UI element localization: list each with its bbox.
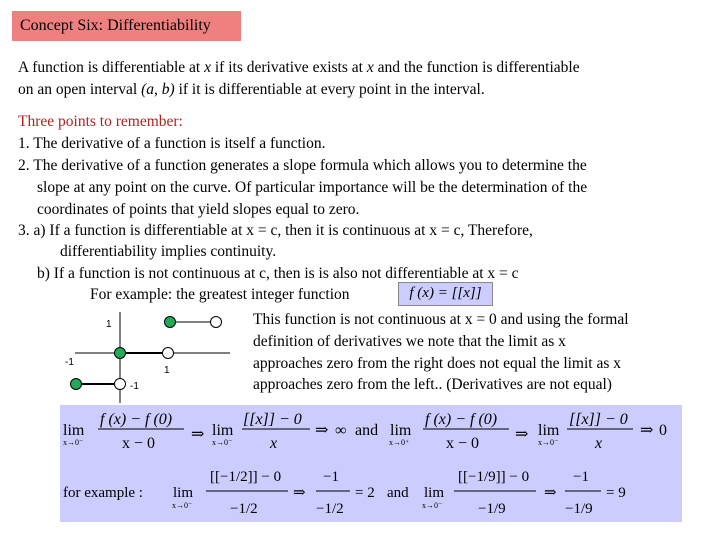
point-1: 1. The derivative of a function is itself a function. <box>18 135 326 152</box>
difference-quotient-denominator: x − 0 <box>446 435 480 452</box>
example-1-numerator-simplified: −1 <box>323 469 339 485</box>
example-1-denominator: −1/2 <box>230 501 258 517</box>
point-2-line-2: slope at any point on the curve. Of particular importance will be the determination of the <box>37 179 588 196</box>
example-limits <box>63 469 626 517</box>
right-derivative-limit <box>389 411 667 452</box>
implies-arrow: ⇒ <box>544 485 557 501</box>
example-2-denominator: −1/9 <box>478 501 506 517</box>
definition-line-1 <box>18 57 580 79</box>
definition-text: and the function is differentiable <box>373 59 580 76</box>
explanation-line-2: definition of derivatives we note that the limit as x <box>253 333 566 350</box>
definition-line-2 <box>18 79 485 101</box>
lim-subscript: x→0⁻ <box>212 438 233 447</box>
point-2-line-1: 2. The derivative of a function generates a slope formula which allows you to determine the <box>18 157 587 174</box>
point-3a-line-1: 3. a) If a function is differentiable at x = c, then it is continuous at x = c, Therefore, <box>18 222 533 239</box>
implies-arrow: ⇒ <box>315 422 329 439</box>
lim-subscript: x→0⁻ <box>63 438 84 447</box>
example-2-numerator: [[−1/9]] − 0 <box>458 469 530 485</box>
lim-subscript: x→0⁻ <box>172 501 193 510</box>
greatest-integer-formula: f (x) = [[x]] <box>398 282 493 306</box>
and-text: and <box>387 485 409 501</box>
difference-quotient-numerator: f (x) − f (0) <box>425 411 498 428</box>
implies-arrow: ⇒ <box>640 422 654 439</box>
explanation-line-3: approaches zero from the right does not equal the limit as x <box>253 355 622 372</box>
derivative-limits-box <box>60 405 682 522</box>
lim-subscript: x→0⁻ <box>538 438 559 447</box>
closed-dot-middle <box>115 348 126 359</box>
lim-label: lim <box>63 422 85 439</box>
example-2-denominator-simplified: −1/9 <box>565 501 593 517</box>
x-tick-neg-1: -1 <box>65 357 74 368</box>
example-1-numerator: [[−1/2]] − 0 <box>210 469 282 485</box>
zero-result: 0 <box>659 422 667 439</box>
lim-label: lim <box>390 422 412 439</box>
difference-quotient-denominator: x − 0 <box>122 435 156 452</box>
gif-denominator: x <box>595 435 603 452</box>
example-1-result: = 2 <box>355 485 375 501</box>
example-1-denominator-simplified: −1/2 <box>316 501 344 517</box>
implies-arrow: ⇒ <box>293 485 306 501</box>
definition-text: on an open interval <box>18 81 142 98</box>
difference-quotient-numerator: f (x) − f (0) <box>100 411 173 428</box>
implies-arrow: ⇒ <box>515 426 529 443</box>
and-text: and <box>355 422 379 439</box>
definition-text: A function is differentiable at <box>18 59 205 76</box>
point-3b: b) If a function is not continuous at c, then is is also not differentiable at x = c <box>37 265 519 282</box>
for-example-label: for example : <box>63 485 143 501</box>
example-2-result: = 9 <box>606 485 626 501</box>
example-text: For example: the greatest integer function <box>90 286 350 303</box>
step-function-graph <box>60 310 250 405</box>
interval-ab: (a, b) <box>141 81 175 98</box>
closed-dot-upper <box>165 317 176 328</box>
y-tick-1: 1 <box>106 319 112 330</box>
lim-label: lim <box>424 485 445 501</box>
lim-label: lim <box>538 422 560 439</box>
x-tick-1: 1 <box>164 365 170 376</box>
lim-label: lim <box>173 485 194 501</box>
variable-x: x <box>204 59 211 76</box>
definition-text: if it is differentiable at every point in the interval. <box>174 81 485 98</box>
points-heading: Three points to remember: <box>18 113 183 130</box>
gif-denominator: x <box>270 435 278 452</box>
closed-dot-lower <box>71 379 82 390</box>
slide-title: Concept Six: Differentiability <box>12 11 241 41</box>
open-dot-lower <box>115 379 126 390</box>
open-dot-upper <box>211 317 222 328</box>
left-derivative-limit <box>63 411 378 452</box>
gif-numerator: [[x]] − 0 <box>569 411 628 428</box>
implies-arrow: ⇒ <box>191 426 205 443</box>
explanation-line-4: approaches zero from the left.. (Derivatives are not equal) <box>253 376 612 393</box>
infinity-symbol: ∞ <box>335 422 347 439</box>
open-dot-middle <box>163 348 174 359</box>
gif-numerator: [[x]] − 0 <box>243 411 302 428</box>
y-tick-neg-1: -1 <box>130 381 139 392</box>
example-2-numerator-simplified: −1 <box>573 469 589 485</box>
lim-subscript: x→0⁻ <box>422 501 443 510</box>
point-3a-line-2: differentiability implies continuity. <box>60 243 277 260</box>
explanation-line-1: This function is not continuous at x = 0 and using the formal <box>253 311 629 328</box>
definition-text: if its derivative exists at <box>210 59 367 76</box>
variable-x: x <box>366 59 374 76</box>
point-2-line-3: coordinates of points that yield slopes equal to zero. <box>37 201 360 218</box>
lim-label: lim <box>212 422 234 439</box>
lim-subscript: x→0⁺ <box>389 438 410 447</box>
